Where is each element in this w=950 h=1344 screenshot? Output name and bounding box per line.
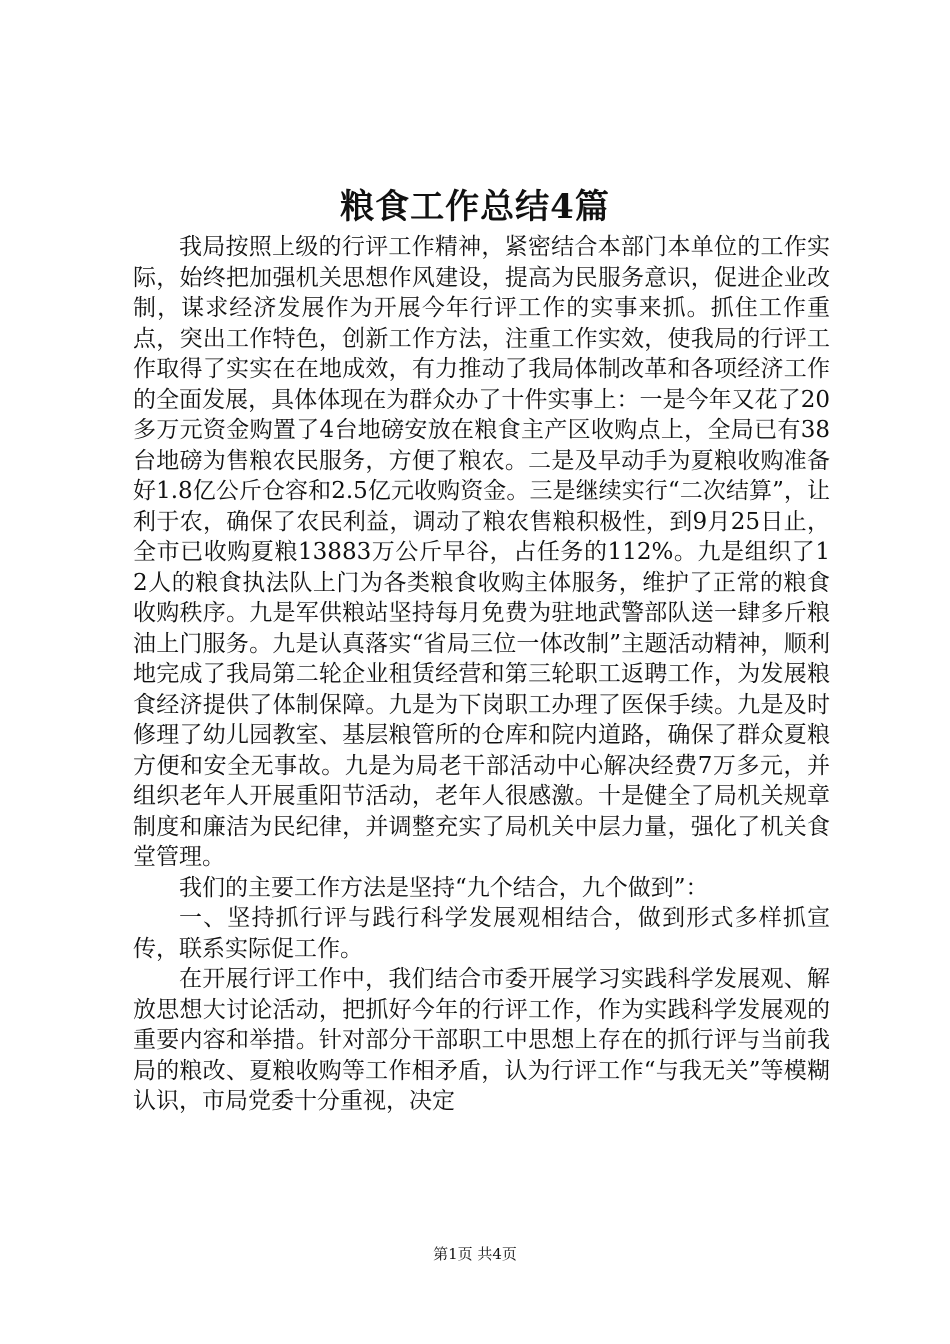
page-footer: 第1页 共4页 [433,1245,517,1263]
paragraph-4: 在开展行评工作中，我们结合市委开展学习实践科学发展观、解放思想大讨论活动，把抓好今年的行评工作，作为实践科学发展观的重要内容和举措。针对部分干部职工中思想上存在的抓行评与当前我局的粮改、夏粮收购等工作相矛盾，认为行评工作“与我无关”等模糊认识，市局党委十分重视，决定 [133,966,830,1114]
paragraph-2: 我们的主要工作方法是坚持“九个结合，九个做到”： [179,874,709,901]
paragraph-1: 我局按照上级的行评工作精神，紧密结合本部门本单位的工作实际，始终把加强机关思想作风建设，提高为民服务意识，促进企业改制，谋求经济发展作为开展今年行评工作的实事来抓。抓住工作重点，突出工作特色，创新工作方法，注重工作实效，使我局的行评工作取得了实实在在地成效，有力推动了我局体制改革和各项经济工作的全面发展，具体体现在为群众办了十件实事上：一是今年又花了20多万元资金购置了4台地磅安放在粮食主产区收购点上，全局已有38台地磅为售粮农民服务，方便了粮农。二是及早动手为夏粮收购准备好1.8亿公斤仓容和2.5亿元收购资金。三是继续实行“二次结算”，让利于农，确保了农民利益，调动了粮农售粮积极性，到9月25日止，全市已收购夏粮13883万公斤早谷，占任务的112%。九是组织了12人的粮食执法队上门为各类粮食收购主体服务，维护了正常的粮食收购秩序。九是军供粮站坚持每月免费为驻地武警部队送一肆多斤粮油上门服务。九是认真落实“省局三位一体改制”主题活动精神，顺利地完成了我局第二轮企业租赁经营和第三轮职工返聘工作，为发展粮食经济提供了体制保障。九是为下岗职工办理了医保手续。九是及时修理了幼儿园教室、基层粮管所的仓库和院内道路，确保了群众夏粮方便和安全无事故。九是为局老干部活动中心解决经费7万多元，并组织老年人开展重阳节活动，老年人很感激。十是健全了局机关规章制度和廉洁为民纪律，并调整充实了局机关中层力量，强化了机关食堂管理。 [133,234,830,870]
document-body [133,232,830,1117]
document-title: 粮食工作总结4篇 [340,187,610,227]
paragraph-3: 一、坚持抓行评与践行科学发展观相结合，做到形式多样抓宣传，联系实际促工作。 [133,905,830,962]
